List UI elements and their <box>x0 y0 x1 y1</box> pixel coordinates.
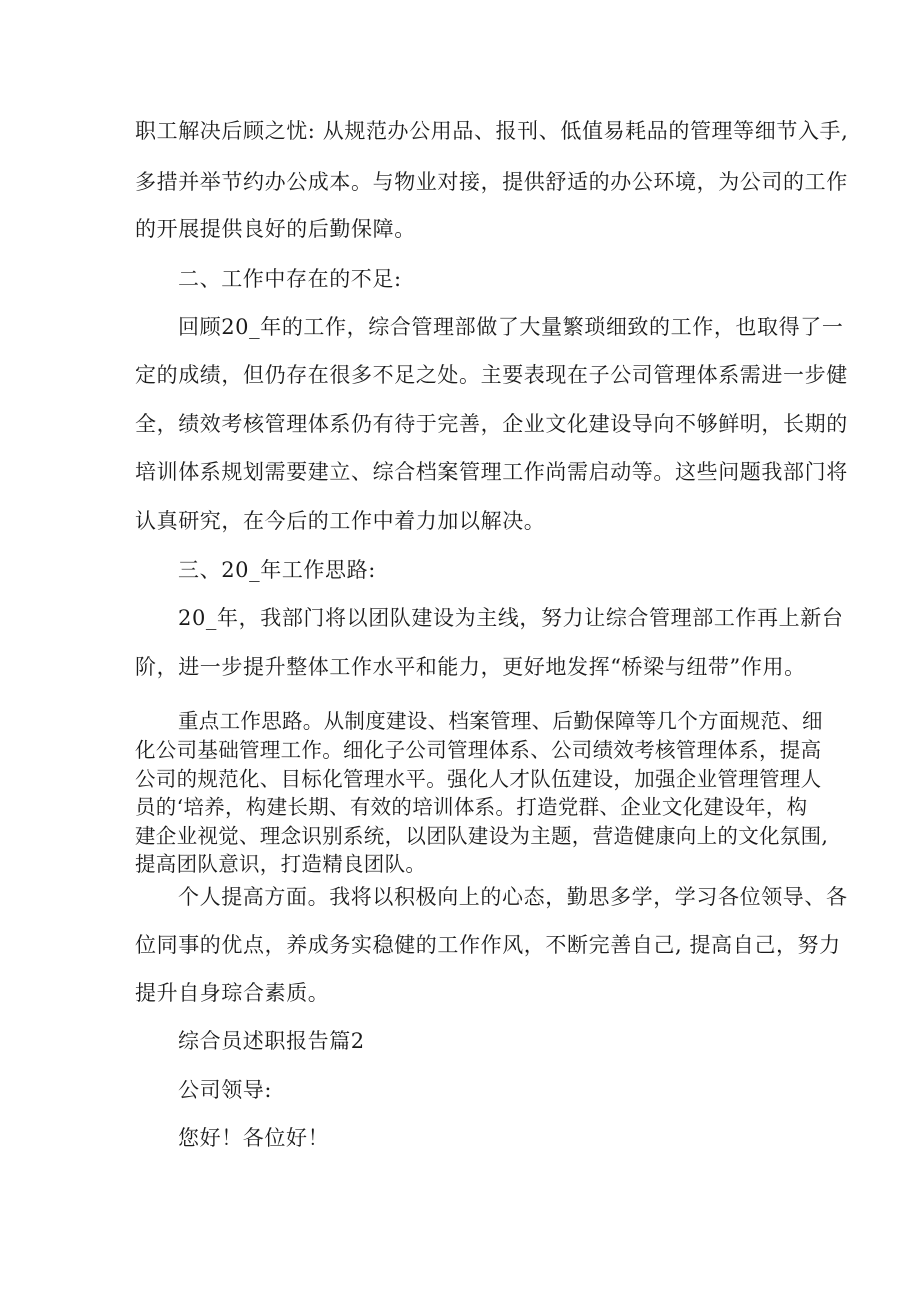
paragraph-line: 职工解决后顾之忧: 从规范办公用品、报刊、低值易耗品的管理等细节入手, <box>135 119 849 143</box>
paragraph-line: 重点工作思路。从制度建设、档案管理、后勤保障等几个方面规范、细 <box>178 709 823 733</box>
paragraph-line: 20_年，我部门将以团队建设为主线，努力让综合管理部工作再上新台 <box>178 606 844 630</box>
paragraph-line: 培训体系规划需要建立、综合档案管理工作尚需启动等。这些问题我部门将 <box>135 460 848 484</box>
paragraph-line: 个人提高方面。我将以积极向上的心态，勤思多学，学习各位领导、各 <box>178 885 848 909</box>
greeting: 您好！各位好！ <box>178 1126 330 1150</box>
paragraph-line: 建企业视觉、理念识别系统，以团队建设为主题，营造健康向上的文化氛围, <box>135 824 829 848</box>
paragraph-line: 定的成绩，但仍存在很多不足之处。主要表现在子公司管理体系需进一步健 <box>135 363 848 387</box>
paragraph-line: 提高团队意识，打造精良团队。 <box>135 852 427 876</box>
paragraph-line: 员的‘培养，构建长期、有效的培训体系。打造党群、企业文化建设年，构 <box>135 795 808 819</box>
paragraph-line: 多措并举节约办公成本。与物业对接，提供舒适的办公环境，为公司的工作 <box>135 170 848 194</box>
salutation: 公司领导: <box>178 1078 273 1102</box>
paragraph-line: 化公司基础管理工作。细化子公司管理体系、公司绩效考核管理体系，提高 <box>135 738 822 762</box>
paragraph-line: 回顾20_年的工作，综合管理部做了大量繁琐细致的工作，也取得了一 <box>178 315 844 339</box>
section-heading: 二、工作中存在的不足: <box>178 267 402 291</box>
paragraph-line: 位同事的优点，养成务实稳健的工作作风，不断完善自己, 提高自己，努力 <box>135 933 841 957</box>
paragraph-line: 的开展提供良好的后勤保障。 <box>135 217 416 241</box>
report-title: 综合员述职报告篇2 <box>178 1029 365 1053</box>
paragraph-line: 全，绩效考核管理体系仍有待于完善，企业文化建设导向不够鲜明，长期的 <box>135 412 848 436</box>
paragraph-line: 阶，进一步提升整体工作水平和能力，更好地发挥“桥梁与纽带”作用。 <box>135 655 806 679</box>
paragraph-line: 认真研究，在今后的工作中着力加以解决。 <box>135 509 546 533</box>
section-heading: 三、20_年工作思路: <box>178 558 376 582</box>
paragraph-line: 公司的规范化、目标化管理水平。强化人才队伍建设，加强企业管理管理人 <box>135 767 822 791</box>
paragraph-line: 提升自身琮合素质。 <box>135 981 330 1005</box>
